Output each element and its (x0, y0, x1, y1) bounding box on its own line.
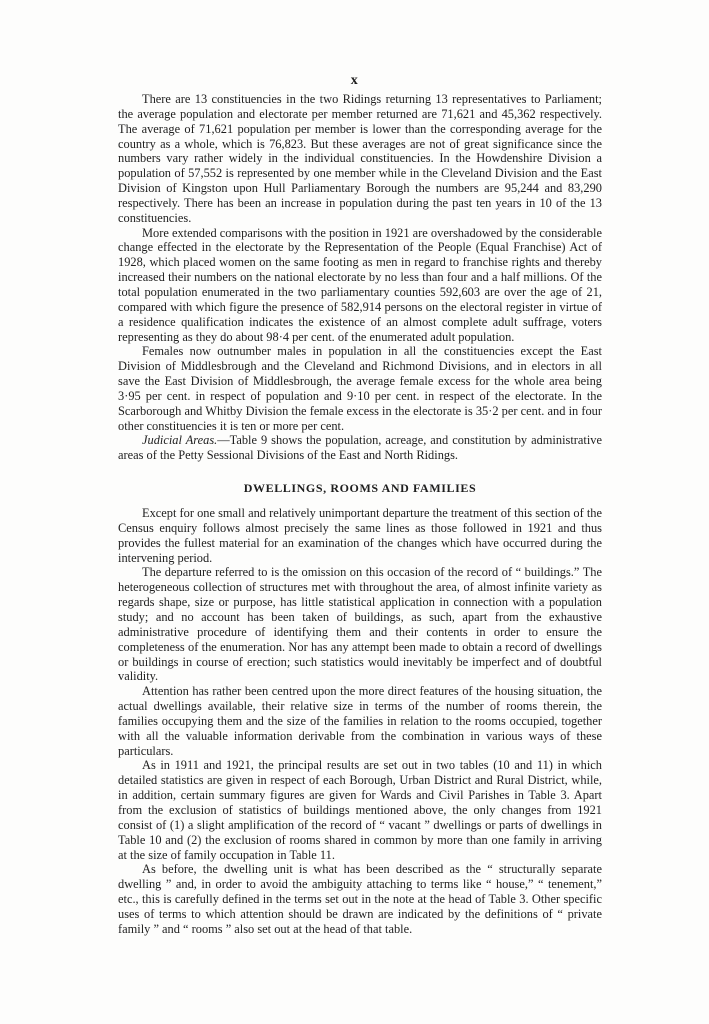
page-number: x (350, 73, 359, 88)
section-heading-dwellings: DWELLINGS, ROOMS AND FAMILIES (243, 481, 477, 496)
paragraph-census-treatment: Except for one small and relatively unimportant departure the treatment of this section of the Census enquiry follows almost precisely the same lines as those followed in 1921 and thus provides the fullest material for an examination of the changes which have occurred during the intervening period. (118, 506, 602, 565)
paragraph-judicial-areas (118, 433, 602, 463)
paragraph-housing-features: Attention has rather been centred upon the more direct features of the housing situation, the actual dwellings available, their relative size in terms of the number of rooms therein, the families occupying them and the size of the families in relation to the rooms occupied, together with all the valuable information derivable from the combination in various ways of these particulars. (118, 684, 602, 758)
judicial-areas-lead: Judicial Areas. (142, 433, 218, 448)
paragraph-buildings-omission: The departure referred to is the omission on this occasion of the record of “ buildings.” The heterogeneous collection of structures met with throughout the area, of almost infinite variety as regards shape, size or purpose, has little statistical application in connection with a population study; and no account has been taken of buildings, as such, apart from the exhaustive administrative procedure of identifying them and their contents in order to ensure the completeness of the enumeration. Nor has any attempt been made to obtain a record of dwellings or buildings in course of erection; such statistics would inevitably be imperfect and of doubtful validity. (118, 565, 602, 684)
judicial-areas-text: —Table 9 shows the population, acreage, and constitution by administrative areas of the Petty Sessional Divisions of the East and North Ridings. (118, 433, 602, 463)
paragraph-female-excess: Females now outnumber males in population in all the constituencies except the East Division of Middlesbrough and the Cleveland and Richmond Divisions, and in electors in all save the East Division of Middlesbrough, the average female excess for the whole area being 3·95 per cent. in respect of population and 9·10 per cent. in respect of the electorate. In the Scarborough and Whitby Division the female excess in the electorate is 35·2 per cent. and in four other constituencies it is ten or more per cent. (118, 344, 602, 433)
paragraph-principal-results: As in 1911 and 1921, the principal results are set out in two tables (10 and 11) in which detailed statistics are given in respect of each Borough, Urban District and Rural District, while, in addition, certain summary figures are given for Wards and Civil Parishes in Table 3. Apart from the exclusion of statistics of buildings mentioned above, the only changes from 1921 consist of (1) a slight amplification of the record of “ vacant ” dwellings or parts of dwellings in Table 10 and (2) the exclusion of rooms shared in common by more than one family in arriving at the size of family occupation in Table 11. (118, 758, 602, 862)
paragraph-dwelling-unit: As before, the dwelling unit is what has been described as the “ structurally separate dwelling ” and, in order to avoid the ambiguity attaching to terms like “ house,” “ tenement,” etc., this is carefully defined in the terms set out in the note at the head of Table 3. Other specific uses of terms to which attention should be drawn are indicated by the definitions of “ private family ” and “ rooms ” also set out at the head of that table. (118, 862, 602, 936)
paragraph-constituencies: There are 13 constituencies in the two Ridings returning 13 representatives to Parliament; the average population and electorate per member returned are 71,621 and 45,362 respectively. The average of 71,621 population per member is lower than the corresponding average for the country as a whole, which is 76,823. But these averages are not of great significance since the numbers vary rather widely in the individual constituencies. In the Howdenshire Division a population of 57,552 is represented by one member while in the Cleveland Division and the East Division of Kingston upon Hull Parliamentary Borough the numbers are 95,244 and 83,290 respectively. There has been an increase in population during the past ten years in 10 of the 13 constituencies. (118, 92, 602, 225)
body-text (118, 92, 602, 937)
paragraph-electorate-comparison: More extended comparisons with the position in 1921 are overshadowed by the considerable change effected in the electorate by the Representation of the People (Equal Franchise) Act of 1928, which placed women on the same footing as men in regard to franchise rights and thereby increased their numbers on the national electorate by no less than four and a half millions. Of the total population enumerated in the two parliamentary counties 592,603 are over the age of 21, compared with which figure the presence of 582,914 persons on the electoral register in virtue of a residence qualification indicates the existence of an almost complete adult suffrage, voters representing as they do about 98·4 per cent. of the enumerated adult population. (118, 225, 602, 344)
